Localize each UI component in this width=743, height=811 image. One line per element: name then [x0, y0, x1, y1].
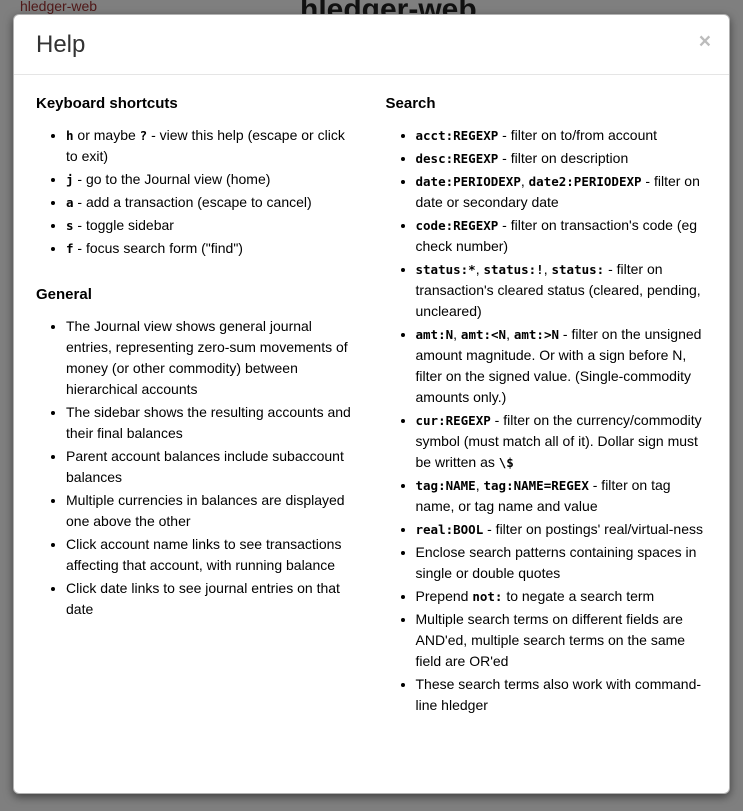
general-list: [36, 316, 360, 620]
code-term: desc:REGEXP: [415, 150, 499, 166]
code-term: acct:REGEXP: [415, 127, 499, 143]
search-heading: Search: [385, 94, 436, 112]
text-segment: Parent account balances include subaccount balances: [66, 447, 344, 485]
code-term: tag:NAME: [415, 477, 476, 493]
keyboard-shortcuts-heading: Keyboard shortcuts: [36, 94, 178, 112]
list-item: [416, 125, 710, 146]
list-item: [66, 316, 360, 400]
code-term: cur:REGEXP: [415, 412, 491, 428]
text-segment: ,: [520, 172, 529, 189]
code-term: j: [66, 171, 74, 187]
text-segment: - filter on date or secondary date: [415, 172, 700, 210]
code-term: date2:PERIODEXP: [528, 173, 642, 189]
code-term: h: [66, 127, 74, 143]
code-term: status:*: [415, 261, 476, 277]
list-item: [66, 402, 360, 444]
text-segment: ,: [506, 325, 514, 342]
list-item: [416, 609, 710, 672]
code-term: amt:N: [415, 326, 454, 342]
close-icon[interactable]: ×: [693, 27, 717, 56]
list-item: [66, 215, 360, 236]
list-item: [66, 578, 360, 620]
list-item: [416, 215, 710, 257]
code-term: amt:<N: [460, 326, 507, 342]
code-term: code:REGEXP: [415, 217, 499, 233]
text-segment: - focus search form ("find"): [73, 239, 243, 256]
text-segment: ,: [453, 325, 461, 342]
code-term: date:PERIODEXP: [415, 173, 521, 189]
list-item: [416, 542, 710, 584]
code-term: amt:>N: [513, 326, 560, 342]
list-item: [66, 192, 360, 213]
text-segment: These search terms also work with command-line hledger: [415, 675, 702, 713]
list-item: [416, 410, 710, 473]
modal-header: [14, 15, 729, 75]
code-term: tag:NAME=REGEX: [483, 477, 589, 493]
text-segment: to negate a search term: [502, 587, 655, 604]
code-term: s: [66, 217, 74, 233]
text-segment: - filter on to/from account: [498, 126, 658, 143]
text-segment: The sidebar shows the resulting accounts and their final balances: [66, 403, 351, 441]
text-segment: Click account name links to see transactions affecting that account, with running balance: [66, 535, 342, 573]
text-segment: ,: [475, 260, 484, 277]
list-item: [66, 446, 360, 488]
text-segment: ,: [475, 476, 484, 493]
code-term: status:: [551, 261, 605, 277]
list-item: [66, 125, 360, 167]
list-item: [66, 534, 360, 576]
keyboard-shortcuts-list: [36, 125, 360, 259]
section-search: [386, 95, 710, 716]
code-term: f: [66, 240, 74, 256]
list-item: [416, 674, 710, 716]
text-segment: Click date links to see journal entries on that date: [66, 579, 340, 617]
text-segment: Prepend: [415, 587, 473, 604]
help-modal: [13, 14, 730, 794]
text-segment: - view this help (escape or click to exit): [66, 126, 345, 164]
text-segment: - toggle sidebar: [73, 216, 174, 233]
text-segment: Multiple search terms on different fields are AND'ed, multiple search terms on the same field are OR'ed: [415, 610, 686, 669]
search-list: [386, 125, 710, 716]
text-segment: - filter on description: [498, 149, 629, 166]
code-term: not:: [472, 588, 503, 604]
list-item: [416, 259, 710, 322]
text-segment: The Journal view shows general journal entries, representing zero-sum movements of money (or other commodity) between hierarchical accounts: [66, 317, 348, 397]
text-segment: - filter on transaction's cleared status (cleared, pending, uncleared): [415, 260, 701, 319]
section-keyboard-shortcuts: [36, 95, 360, 259]
code-term: a: [66, 194, 74, 210]
modal-title: Help: [36, 31, 86, 58]
code-term: ?: [139, 127, 148, 143]
text-segment: ,: [543, 260, 552, 277]
list-item: [416, 324, 710, 408]
list-item: [66, 490, 360, 532]
general-heading: General: [36, 285, 92, 303]
text-segment: - filter on postings' real/virtual-ness: [483, 520, 703, 537]
text-segment: - go to the Journal view (home): [73, 170, 271, 187]
section-general: [36, 286, 360, 620]
code-term: real:BOOL: [415, 521, 484, 537]
list-item: [416, 475, 710, 517]
text-segment: - filter on transaction's code (eg check number): [415, 216, 698, 254]
list-item: [66, 169, 360, 190]
list-item: [416, 148, 710, 169]
left-column: [36, 95, 360, 718]
text-segment: - filter on tag name, or tag name and value: [415, 476, 671, 514]
text-segment: Multiple currencies in balances are displayed one above the other: [66, 491, 345, 529]
text-segment: Enclose search patterns containing spaces in single or double quotes: [415, 543, 697, 581]
list-item: [66, 238, 360, 259]
text-segment: - filter on the unsigned amount magnitude. Or with a sign before N, filter on the signed value. (Single-commodity amounts only.): [415, 325, 702, 405]
list-item: [416, 519, 710, 540]
list-item: [416, 171, 710, 213]
text-segment: or maybe: [73, 126, 140, 143]
text-segment: - filter on the currency/commodity symbol (must match all of it). Dollar sign must be written as: [415, 411, 702, 470]
code-term: status:!: [483, 261, 544, 277]
list-item: [416, 586, 710, 607]
right-column: [386, 95, 710, 718]
text-segment: - add a transaction (escape to cancel): [73, 193, 312, 210]
code-term: \$: [498, 454, 514, 470]
modal-body: [14, 75, 729, 742]
